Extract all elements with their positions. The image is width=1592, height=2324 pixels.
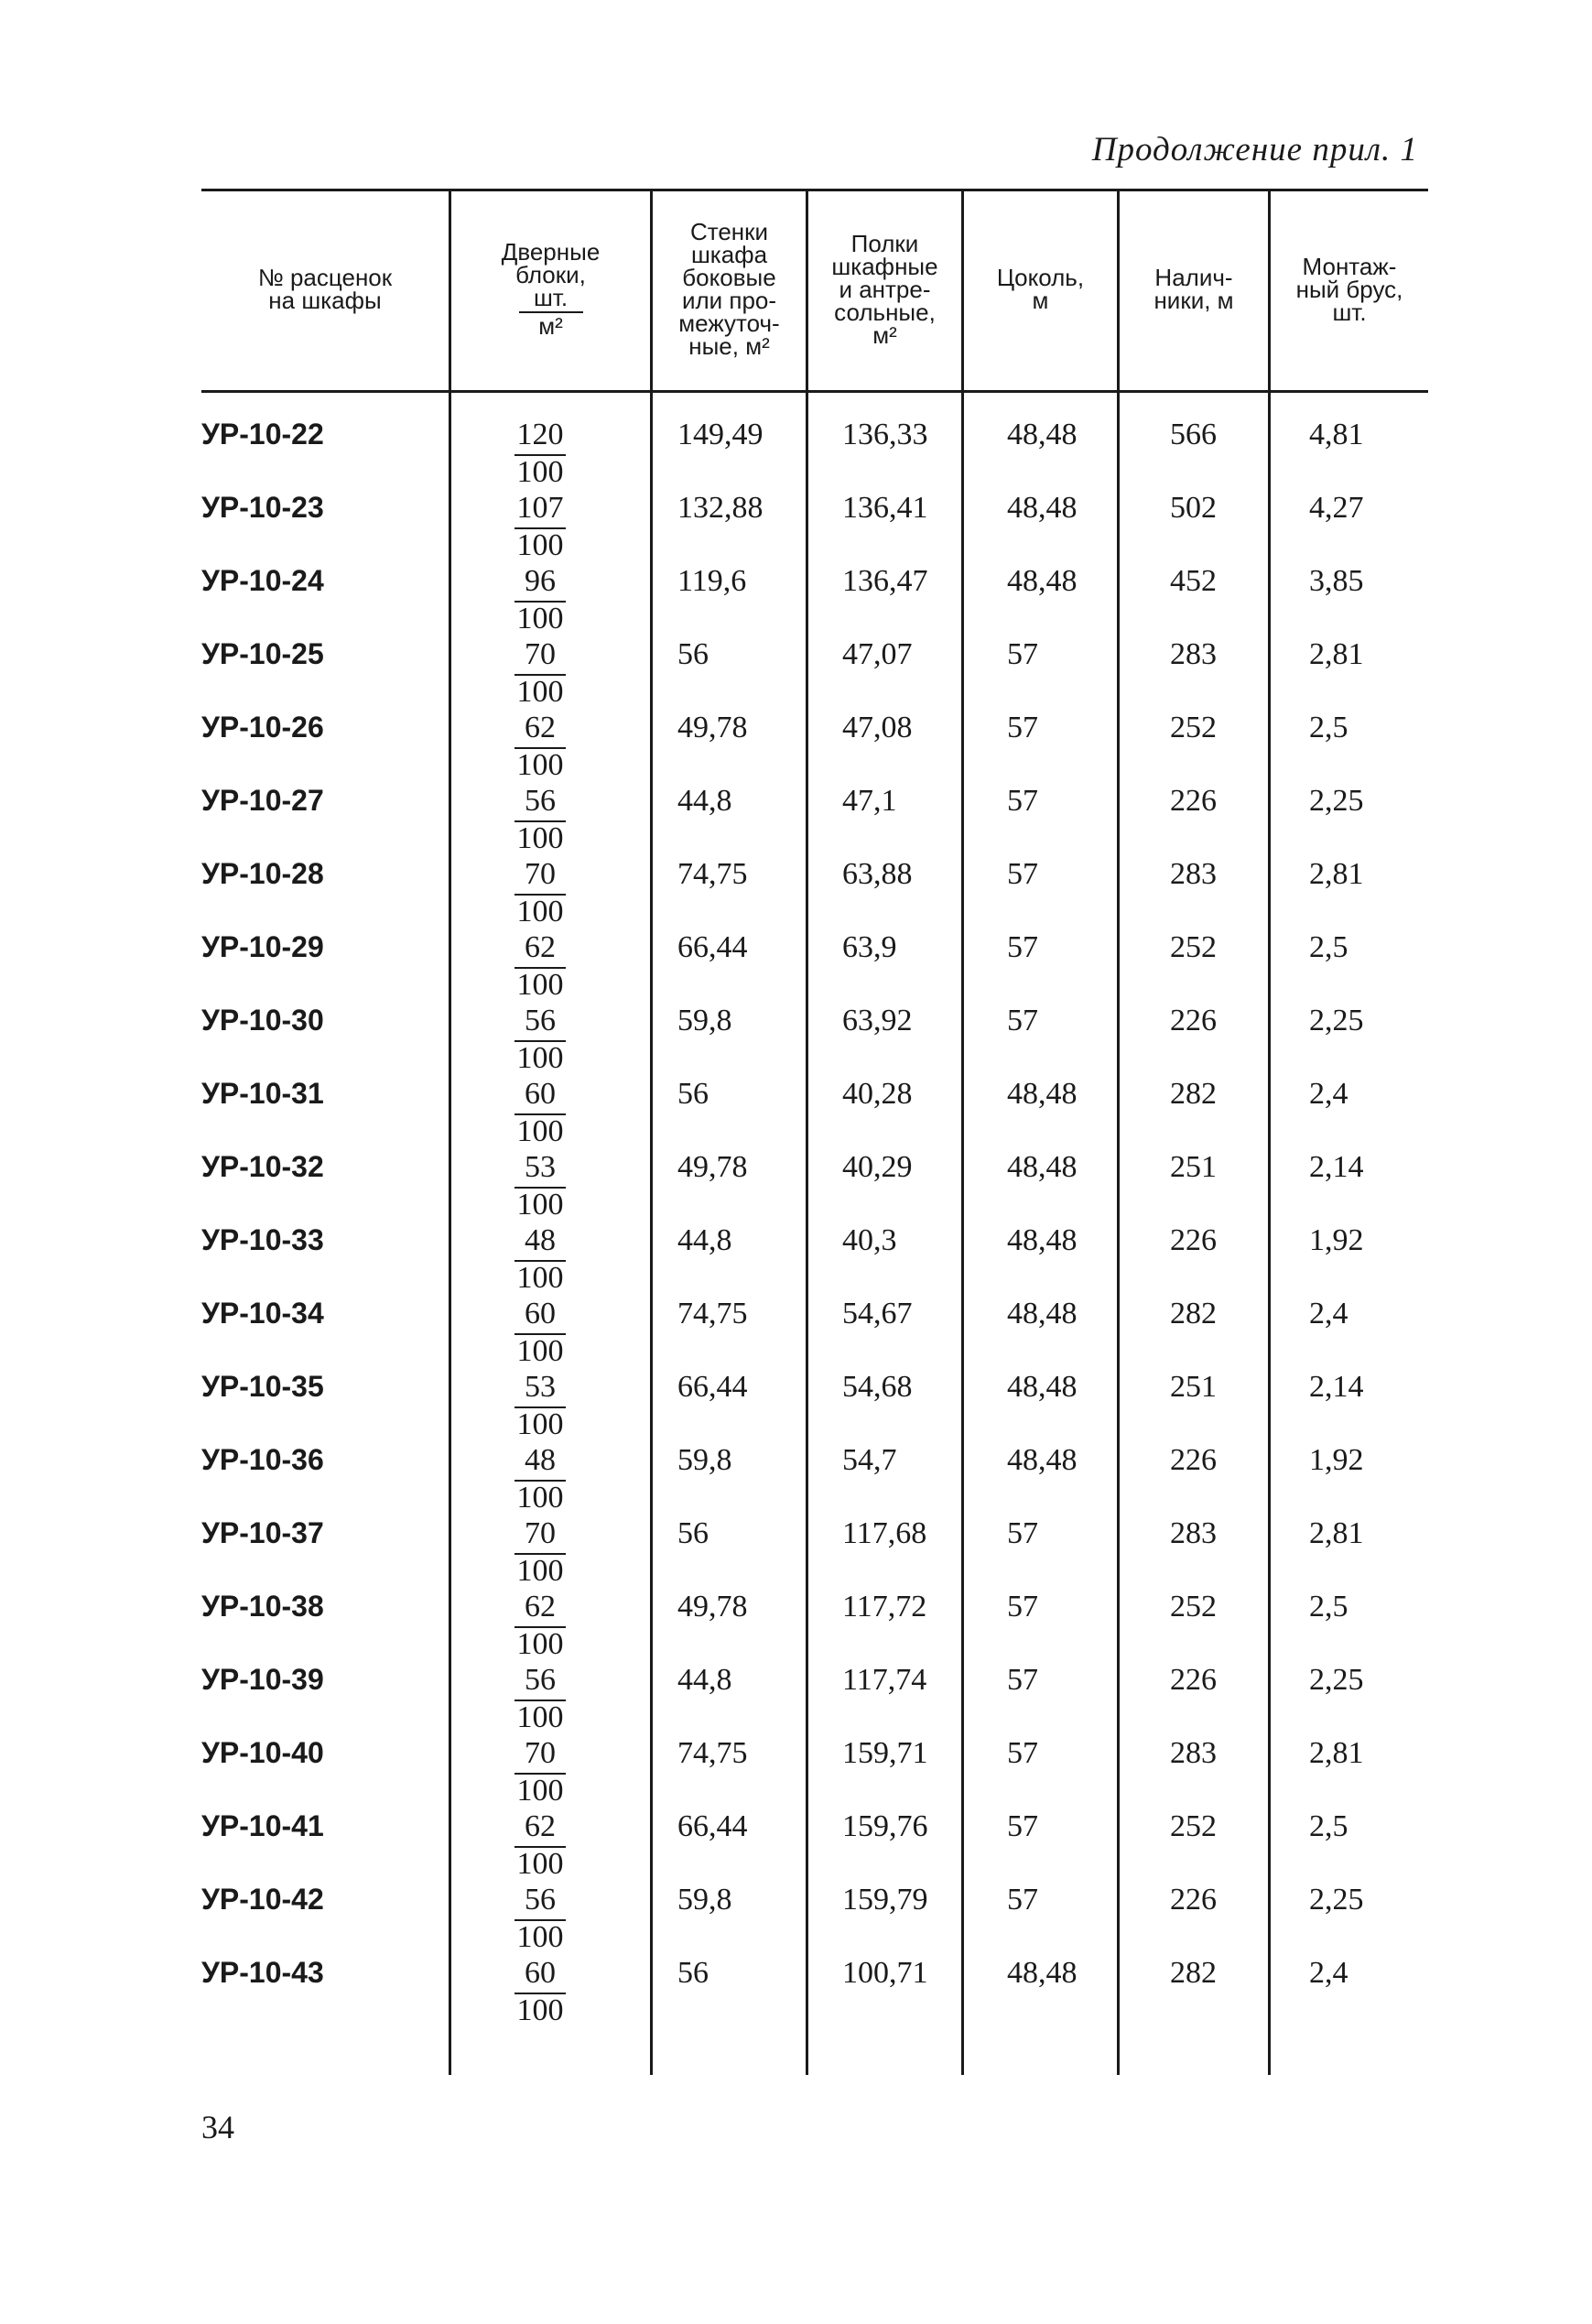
table-row — [201, 1004, 1428, 1077]
door-blocks-unit: 100 — [514, 674, 566, 709]
casing-cell: 282 — [1170, 1956, 1217, 1990]
rate-code-cell: УР-10-30 — [201, 1004, 324, 1037]
door-blocks-cell — [504, 1809, 577, 1881]
plinth-cell: 57 — [1007, 784, 1038, 818]
mounting-beam-cell: 2,5 — [1309, 930, 1348, 964]
shelf-area-cell: 136,33 — [842, 418, 928, 451]
plinth-cell: 57 — [1007, 1883, 1038, 1917]
wall-area-cell: 74,75 — [677, 857, 748, 891]
casing-cell: 452 — [1170, 564, 1217, 598]
table-row — [201, 1150, 1428, 1223]
door-blocks-cell — [504, 564, 577, 635]
rate-code-cell: УР-10-29 — [201, 930, 324, 963]
rate-code-cell: УР-10-39 — [201, 1663, 324, 1696]
door-blocks-count: 56 — [525, 784, 556, 818]
plinth-cell: 48,48 — [1007, 1077, 1078, 1111]
casing-cell: 502 — [1170, 491, 1217, 525]
casing-cell: 283 — [1170, 857, 1217, 891]
table-row — [201, 564, 1428, 637]
plinth-cell: 48,48 — [1007, 1150, 1078, 1184]
rate-code-cell: УР-10-27 — [201, 784, 324, 817]
rate-code-cell: УР-10-26 — [201, 711, 324, 744]
wall-area-cell: 66,44 — [677, 930, 748, 964]
plinth-cell: 57 — [1007, 1809, 1038, 1843]
door-blocks-count: 62 — [525, 1590, 556, 1624]
door-blocks-cell — [504, 1223, 577, 1295]
table-row — [201, 1223, 1428, 1297]
wall-area-cell: 49,78 — [677, 1150, 748, 1184]
shelf-area-cell: 54,7 — [842, 1443, 897, 1477]
shelf-area-cell: 54,67 — [842, 1297, 913, 1330]
table-row — [201, 1736, 1428, 1809]
mounting-beam-cell: 2,4 — [1309, 1077, 1348, 1111]
door-blocks-unit: 100 — [514, 1919, 566, 1954]
mounting-beam-cell: 2,25 — [1309, 1663, 1364, 1697]
door-blocks-count: 48 — [525, 1443, 556, 1477]
casing-cell: 252 — [1170, 930, 1217, 964]
shelf-area-cell: 100,71 — [842, 1956, 928, 1990]
door-blocks-unit: 100 — [514, 1773, 566, 1808]
door-blocks-unit: 100 — [514, 454, 566, 489]
mounting-beam-cell: 3,85 — [1309, 564, 1364, 598]
rate-code-cell: УР-10-42 — [201, 1883, 324, 1916]
rate-code-cell: УР-10-23 — [201, 491, 324, 524]
table-row — [201, 491, 1428, 564]
door-blocks-cell — [504, 1370, 577, 1441]
door-blocks-cell — [504, 1443, 577, 1515]
door-blocks-count: 62 — [525, 930, 556, 964]
casing-cell: 226 — [1170, 1663, 1217, 1697]
door-blocks-cell — [504, 1077, 577, 1148]
wall-area-cell: 56 — [677, 1516, 709, 1550]
door-blocks-cell — [504, 1663, 577, 1734]
door-blocks-cell — [504, 418, 577, 489]
casing-cell: 252 — [1170, 1809, 1217, 1843]
mounting-beam-cell: 2,25 — [1309, 1883, 1364, 1917]
casing-cell: 226 — [1170, 1883, 1217, 1917]
table-row — [201, 1297, 1428, 1370]
shelf-area-cell: 136,41 — [842, 491, 928, 525]
wall-area-cell: 149,49 — [677, 418, 764, 451]
plinth-cell: 57 — [1007, 1004, 1038, 1037]
plinth-cell: 57 — [1007, 1516, 1038, 1550]
rate-code-cell: УР-10-25 — [201, 637, 324, 670]
rate-code-cell: УР-10-37 — [201, 1516, 324, 1549]
wall-area-cell: 56 — [677, 637, 709, 671]
rate-code-cell: УР-10-36 — [201, 1443, 324, 1476]
shelf-area-cell: 47,07 — [842, 637, 913, 671]
mounting-beam-cell: 2,25 — [1309, 784, 1364, 818]
door-blocks-unit: 100 — [514, 1406, 566, 1441]
wall-area-cell: 44,8 — [677, 1223, 732, 1257]
header-mounting-beam: Монтаж- ный брус, шт. — [1295, 252, 1403, 326]
rate-code-cell: УР-10-41 — [201, 1809, 324, 1842]
wall-area-cell: 66,44 — [677, 1370, 748, 1404]
door-blocks-unit: 100 — [514, 601, 566, 635]
door-blocks-unit: 100 — [514, 1040, 566, 1075]
plinth-cell: 48,48 — [1007, 1443, 1078, 1477]
rate-code-cell: УР-10-38 — [201, 1590, 324, 1623]
casing-cell: 226 — [1170, 1443, 1217, 1477]
mounting-beam-cell: 2,81 — [1309, 857, 1364, 891]
rate-code-cell: УР-10-32 — [201, 1150, 324, 1183]
table-row — [201, 1956, 1428, 2029]
door-blocks-cell — [504, 1590, 577, 1661]
mounting-beam-cell: 2,14 — [1309, 1150, 1364, 1184]
door-blocks-count: 120 — [516, 418, 564, 451]
shelf-area-cell: 63,9 — [842, 930, 897, 964]
casing-cell: 252 — [1170, 1590, 1217, 1624]
plinth-cell: 48,48 — [1007, 1223, 1078, 1257]
mounting-beam-cell: 2,4 — [1309, 1956, 1348, 1990]
plinth-cell: 57 — [1007, 1590, 1038, 1624]
mounting-beam-cell: 2,81 — [1309, 1736, 1364, 1770]
table-row — [201, 1077, 1428, 1150]
shelf-area-cell: 117,72 — [842, 1590, 927, 1624]
mounting-beam-cell: 4,81 — [1309, 418, 1364, 451]
casing-cell: 226 — [1170, 1223, 1217, 1257]
plinth-cell: 48,48 — [1007, 418, 1078, 451]
table-row — [201, 1809, 1428, 1883]
mounting-beam-cell: 1,92 — [1309, 1223, 1364, 1257]
door-blocks-count: 96 — [525, 564, 556, 598]
shelf-area-cell: 117,68 — [842, 1516, 927, 1550]
door-blocks-cell — [504, 491, 577, 562]
wall-area-cell: 44,8 — [677, 784, 732, 818]
casing-cell: 252 — [1170, 711, 1217, 744]
plinth-cell: 48,48 — [1007, 1297, 1078, 1330]
plinth-cell: 48,48 — [1007, 564, 1078, 598]
plinth-cell: 57 — [1007, 857, 1038, 891]
door-blocks-count: 70 — [525, 1736, 556, 1770]
table-row — [201, 711, 1428, 784]
door-blocks-count: 62 — [525, 1809, 556, 1843]
rates-table — [201, 189, 1428, 2075]
rate-code-cell: УР-10-28 — [201, 857, 324, 890]
casing-cell: 251 — [1170, 1370, 1217, 1404]
plinth-cell: 48,48 — [1007, 1370, 1078, 1404]
plinth-cell: 57 — [1007, 930, 1038, 964]
casing-cell: 226 — [1170, 1004, 1217, 1037]
door-blocks-unit: 100 — [514, 1700, 566, 1734]
table-row — [201, 1443, 1428, 1516]
table-row — [201, 1883, 1428, 1956]
door-blocks-unit: 100 — [514, 1846, 566, 1881]
wall-area-cell: 44,8 — [677, 1663, 732, 1697]
door-blocks-cell — [504, 784, 577, 855]
header-plinth: Цоколь, м — [996, 264, 1085, 314]
plinth-cell: 48,48 — [1007, 1956, 1078, 1990]
table-row — [201, 1516, 1428, 1590]
wall-area-cell: 74,75 — [677, 1736, 748, 1770]
rate-code-cell: УР-10-35 — [201, 1370, 324, 1403]
shelf-area-cell: 159,71 — [842, 1736, 928, 1770]
casing-cell: 283 — [1170, 1736, 1217, 1770]
door-blocks-unit: 100 — [514, 1113, 566, 1148]
shelf-area-cell: 136,47 — [842, 564, 928, 598]
door-blocks-cell — [504, 1956, 577, 2027]
plinth-cell: 57 — [1007, 1736, 1038, 1770]
wall-area-cell: 132,88 — [677, 491, 764, 525]
shelf-area-cell: 40,29 — [842, 1150, 913, 1184]
door-blocks-cell — [504, 1883, 577, 1954]
door-blocks-count: 56 — [525, 1883, 556, 1917]
rate-code-cell: УР-10-22 — [201, 418, 324, 451]
page-number: 34 — [201, 2109, 234, 2145]
plinth-cell: 57 — [1007, 1663, 1038, 1697]
door-blocks-count: 48 — [525, 1223, 556, 1257]
wall-area-cell: 59,8 — [677, 1443, 732, 1477]
door-blocks-cell — [504, 1150, 577, 1222]
casing-cell: 251 — [1170, 1150, 1217, 1184]
mounting-beam-cell: 2,5 — [1309, 1590, 1348, 1624]
door-blocks-count: 62 — [525, 711, 556, 744]
plinth-cell: 48,48 — [1007, 491, 1078, 525]
door-blocks-unit: 100 — [514, 894, 566, 929]
casing-cell: 282 — [1170, 1077, 1217, 1111]
header-door-blocks: Дверные блоки, шт. м² — [501, 238, 601, 340]
door-blocks-unit: 100 — [514, 967, 566, 1002]
door-blocks-count: 60 — [525, 1956, 556, 1990]
shelf-area-cell: 117,74 — [842, 1663, 927, 1697]
door-blocks-count: 70 — [525, 1516, 556, 1550]
table-row — [201, 637, 1428, 711]
table-row — [201, 1370, 1428, 1443]
door-blocks-count: 53 — [525, 1370, 556, 1404]
mounting-beam-cell: 2,5 — [1309, 1809, 1348, 1843]
shelf-area-cell: 159,76 — [842, 1809, 928, 1843]
mounting-beam-cell: 2,25 — [1309, 1004, 1364, 1037]
header-rate-number: № расценок на шкафы — [257, 264, 393, 314]
shelf-area-cell: 47,08 — [842, 711, 913, 744]
casing-cell: 282 — [1170, 1297, 1217, 1330]
shelf-area-cell: 159,79 — [842, 1883, 928, 1917]
shelf-area-cell: 63,92 — [842, 1004, 913, 1037]
table-row — [201, 930, 1428, 1004]
shelf-area-cell: 47,1 — [842, 784, 897, 818]
door-blocks-cell — [504, 930, 577, 1002]
door-blocks-unit: 100 — [514, 820, 566, 855]
mounting-beam-cell: 2,4 — [1309, 1297, 1348, 1330]
plinth-cell: 57 — [1007, 711, 1038, 744]
door-blocks-unit: 100 — [514, 1993, 566, 2027]
shelf-area-cell: 54,68 — [842, 1370, 913, 1404]
wall-area-cell: 56 — [677, 1956, 709, 1990]
wall-area-cell: 119,6 — [677, 564, 747, 598]
rate-code-cell: УР-10-43 — [201, 1956, 324, 1989]
door-blocks-count: 60 — [525, 1077, 556, 1111]
door-blocks-cell — [504, 711, 577, 782]
header-casings: Налич- ники, м — [1153, 264, 1234, 314]
rate-code-cell: УР-10-24 — [201, 564, 324, 597]
door-blocks-unit: 100 — [514, 1626, 566, 1661]
wall-area-cell: 56 — [677, 1077, 709, 1111]
door-blocks-unit: 100 — [514, 1187, 566, 1222]
door-blocks-unit: 100 — [514, 747, 566, 782]
wall-area-cell: 66,44 — [677, 1809, 748, 1843]
casing-cell: 566 — [1170, 418, 1217, 451]
shelf-area-cell: 63,88 — [842, 857, 913, 891]
door-blocks-count: 60 — [525, 1297, 556, 1330]
wall-area-cell: 49,78 — [677, 711, 748, 744]
table-row — [201, 1663, 1428, 1736]
door-blocks-cell — [504, 637, 577, 709]
mounting-beam-cell: 2,5 — [1309, 711, 1348, 744]
continuation-caption: Продолжение прил. 1 — [1091, 131, 1418, 168]
door-blocks-count: 56 — [525, 1663, 556, 1697]
mounting-beam-cell: 2,81 — [1309, 637, 1364, 671]
door-blocks-count: 53 — [525, 1150, 556, 1184]
mounting-beam-cell: 2,81 — [1309, 1516, 1364, 1550]
header-shelves: Полки шкафные и антре- сольные, м² — [831, 229, 938, 349]
door-blocks-count: 70 — [525, 857, 556, 891]
door-blocks-unit: 100 — [514, 527, 566, 562]
rate-code-cell: УР-10-34 — [201, 1297, 324, 1330]
door-blocks-cell — [504, 1004, 577, 1075]
casing-cell: 283 — [1170, 637, 1217, 671]
door-blocks-unit: 100 — [514, 1260, 566, 1295]
wall-area-cell: 49,78 — [677, 1590, 748, 1624]
door-blocks-unit: 100 — [514, 1333, 566, 1368]
casing-cell: 226 — [1170, 784, 1217, 818]
rate-code-cell: УР-10-31 — [201, 1077, 324, 1110]
header-cabinet-walls: Стенки шкафа боковые или про- межуточ- ные, м² — [678, 218, 780, 360]
casing-cell: 283 — [1170, 1516, 1217, 1550]
mounting-beam-cell: 4,27 — [1309, 491, 1364, 525]
door-blocks-cell — [504, 857, 577, 929]
wall-area-cell: 59,8 — [677, 1883, 732, 1917]
shelf-area-cell: 40,3 — [842, 1223, 897, 1257]
plinth-cell: 57 — [1007, 637, 1038, 671]
rate-code-cell: УР-10-33 — [201, 1223, 324, 1256]
table-row — [201, 418, 1428, 491]
door-blocks-cell — [504, 1516, 577, 1588]
table-header-rule — [201, 390, 1428, 393]
door-blocks-count: 56 — [525, 1004, 556, 1037]
rate-code-cell: УР-10-40 — [201, 1736, 324, 1769]
mounting-beam-cell: 2,14 — [1309, 1370, 1364, 1404]
table-row — [201, 784, 1428, 857]
mounting-beam-cell: 1,92 — [1309, 1443, 1364, 1477]
shelf-area-cell: 40,28 — [842, 1077, 913, 1111]
door-blocks-count: 70 — [525, 637, 556, 671]
door-blocks-cell — [504, 1297, 577, 1368]
door-blocks-cell — [504, 1736, 577, 1808]
table-row — [201, 1590, 1428, 1663]
door-blocks-unit: 100 — [514, 1553, 566, 1588]
wall-area-cell: 59,8 — [677, 1004, 732, 1037]
header-door-blocks-unit: м² — [519, 311, 583, 338]
table-row — [201, 857, 1428, 930]
door-blocks-unit: 100 — [514, 1480, 566, 1515]
door-blocks-count: 107 — [516, 491, 564, 525]
wall-area-cell: 74,75 — [677, 1297, 748, 1330]
